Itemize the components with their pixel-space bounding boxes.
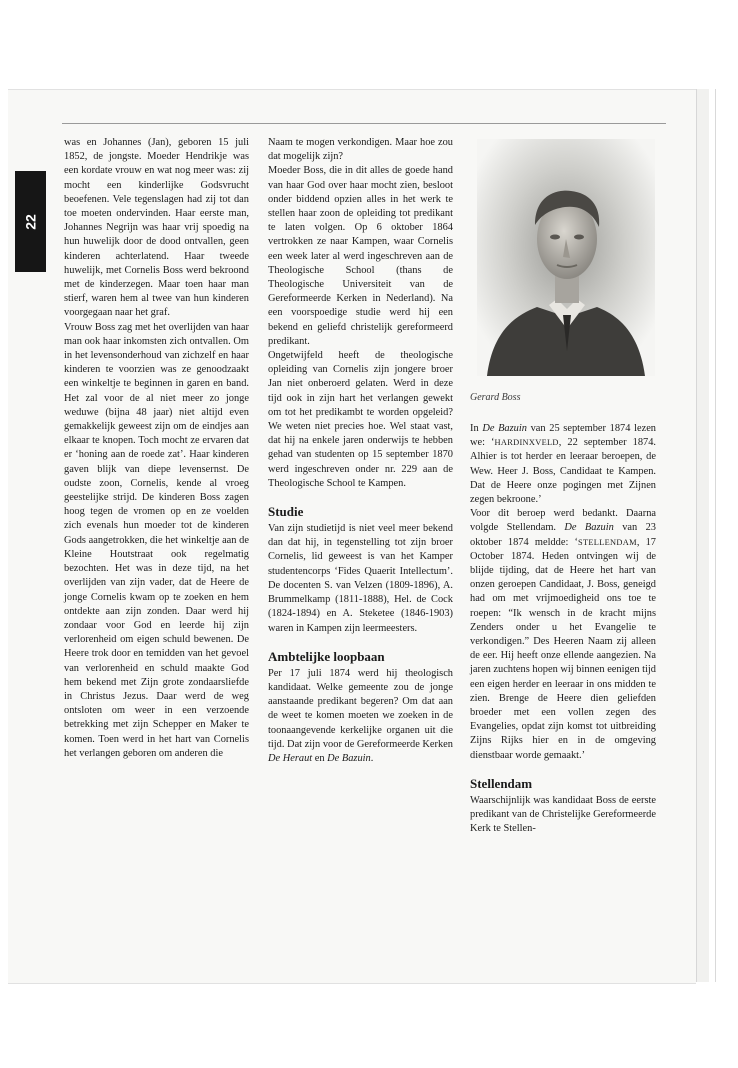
photo-caption: Gerard Boss bbox=[470, 392, 521, 403]
portrait-image bbox=[477, 139, 655, 376]
spine-edge-line bbox=[715, 89, 716, 982]
section-heading-studie: Studie bbox=[268, 504, 304, 520]
text-column-3 bbox=[470, 422, 656, 836]
page-number: 22 bbox=[22, 214, 39, 230]
publication-title: De Bazuin bbox=[564, 522, 614, 534]
text-column-1 bbox=[64, 136, 249, 761]
text-column-2 bbox=[268, 136, 453, 766]
paragraph: Voor dit beroep werd bedankt. Daarna volgde Stellendam. De Bazuin van 23 oktober 1874 meldde: ‘STELLENDAM, 17 October 1874. Heden ontvingen wij de blijde tijding, dat de Heere het hart van onzen geroepen Candidaat, J. Boss, geneigd had om met vrijmoedigheid ons toe te roepen: “Ik wensch in de kracht mijns Zenders onder u het Evangelie te verkondigen.” Des Heeren Naam zij alleen de eer. Hij heeft onze ellende aangezien. Na jaren zuchtens hopen wij binnen eenigen tijd een eigen herder en leeraar in ons midden te zien. Brenge de Heere dien geliefden broeder met een vollen zegen des Evangelies, opdat zijn komst tot uitbreiding Zijns Rijks hier en in de omgeving dienstbaar worde gemaakt.’ bbox=[470, 508, 657, 761]
page-number-tab bbox=[15, 171, 46, 272]
paragraph: Waarschijnlijk was kandidaat Boss de eerste predikant van de Christelijke Gereformeerde Kerk te Stellen- bbox=[470, 794, 656, 835]
paragraph: Moeder Boss, die in dit alles de goede hand van haar God over haar mocht zien, besloot onder biddend opzien alles in het werk te stellen haar zoon de opleiding tot predikant te laten volgen. Op 6 oktober 1864 vertrokken ze naar Kampen, waar Cornelis een week later al werd ingeschreven aan de Theologische School (thans de Theologische Universiteit van de Gereformeerde Kerken in Nederland). Na een voorspoedige studie werd hij een bekend en geliefd christelijk gereformeerd predikant. bbox=[268, 165, 453, 347]
book-spine bbox=[696, 89, 709, 982]
section-heading-stellendam: Stellendam bbox=[470, 775, 533, 791]
paragraph: Ongetwijfeld heeft de theologische opleiding van Cornelis zijn jongere broer Jan niet onberoerd gelaten. Werd in deze tijd ook in zijn hart het verlangen gewekt om tot het predikambt te worden opgeleid? We weten niet precies hoe. Wel staat vast, dat hij na enkele jaren onderwijs te hebben gehad van studenten op 15 september 1870 werd ingeschreven onder nr. 229 aan de Theologische School te Kampen. bbox=[268, 350, 453, 489]
paragraph: Van zijn studietijd is niet veel meer bekend dan dat hij, in tegenstelling tot zijn broer Cornelis, lid geweest is van het Kamper studentencorps ‘Fides Quaerit Intellectum’. De docenten S. van Velzen (1809-1896), A. Brummelkamp (1811-1888), Hel. de Cock (1824-1894) en A. Steketee (1846-1903) waren in Kampen zijn leermeesters. bbox=[268, 523, 453, 634]
header-rule bbox=[62, 123, 666, 124]
paragraph: Per 17 juli 1874 werd hij theologisch kandidaat. Welke gemeente zou de jonge aanstaande predikant begeren? Om dat aan de weet te komen moeten we zoeken in de toonaangevende kerkelijke organen uit die tijd. Dat zijn voor de Gereformeerde Kerken De Heraut en De Bazuin. bbox=[268, 667, 453, 764]
paragraph: was en Johannes (Jan), geboren 15 juli 1852, de jongste. Moeder Hendrikje was een kordate vrouw en wat nog meer was: zij mocht een kinderlijke Godsvrucht beoefenen. Vele tegenslagen had zij tot dan toe moeten ondervinden. Haar eerste man, Johannes Negrijn was haar vrij spoedig na hun huwelijk door de dood ontvallen, geen kinderen achterlatend. Haar tweede huwelijk, met Cornelis Boss werd bekroond met de kinderzegen. Maar toen haar man stierf, waren hem al twee van hun kinderen voorgegaan naar het graf. bbox=[64, 137, 249, 319]
paragraph: Naam te mogen verkondigen. Maar hoe zou dat mogelijk zijn? bbox=[268, 137, 453, 163]
publication-title: De Heraut bbox=[268, 752, 313, 764]
paragraph: Vrouw Boss zag met het overlijden van haar man ook haar inkomsten zich ontvallen. Om in het levensonderhoud van zichzelf en haar kinderen te voorzien was ze genoodzaakt een winkeltje te beginnen in garen en band. Het zal voor de al niet meer zo jonge weduwe (bijna 48 jaar) niet altijd even gemakkelijk geweest zijn om de eindjes aan elkaar te knopen. Toch mocht ze ervaren dat er ‘honing aan de roede zat’. Haar kinderen gaven blijk van diepe levensernst. De oudste zoon, Cornelis, kende al vroeg geestelijke strijd. De kinderen Boss zagen hoog tegen de vromen op en ze voelden zich evenals hun moeder tot de kinderen Gods aangetrokken, die het winkeltje aan de Kleine Houtstraat ook regelmatig bezochten. Het was in deze tijd, na het overlijden van zijn vader, dat de Heere de jonge Cornelis kwam op te zoeken en hem ontdekte aan zijn zonden. Daar werd hij zondaar voor God en leerde hij zijn verlorenheid om eigen schuld bewenen. De Heere trok door en temidden van het gevoel van verlorenheid en schuld maakte God hem bekend met Zijn grote zondaarsliefde in Christus Jezus. Daar werd de weg ontsloten om weer in een verzoende betrekking met zijn Schepper en Maker te komen. Toen werd in het hart van Cornelis het verlangen geboren om anderen die bbox=[64, 321, 249, 759]
section-heading-ambtelijke-loopbaan: Ambtelijke loopbaan bbox=[268, 648, 385, 664]
portrait-photo bbox=[477, 139, 655, 376]
publication-title: De Bazuin bbox=[482, 423, 527, 434]
paragraph: In De Bazuin van 25 september 1874 lezen we: ‘HARDINXVELD, 22 september 1874. Alhier is tot herder en leeraar beroepen, de Wew. Heer J. Boss, Candidaat te Kampen. Dat de Heere onze pogingen met Zijnen zegen bekroone.’ bbox=[470, 423, 657, 506]
publication-title: De Bazuin bbox=[327, 752, 371, 764]
